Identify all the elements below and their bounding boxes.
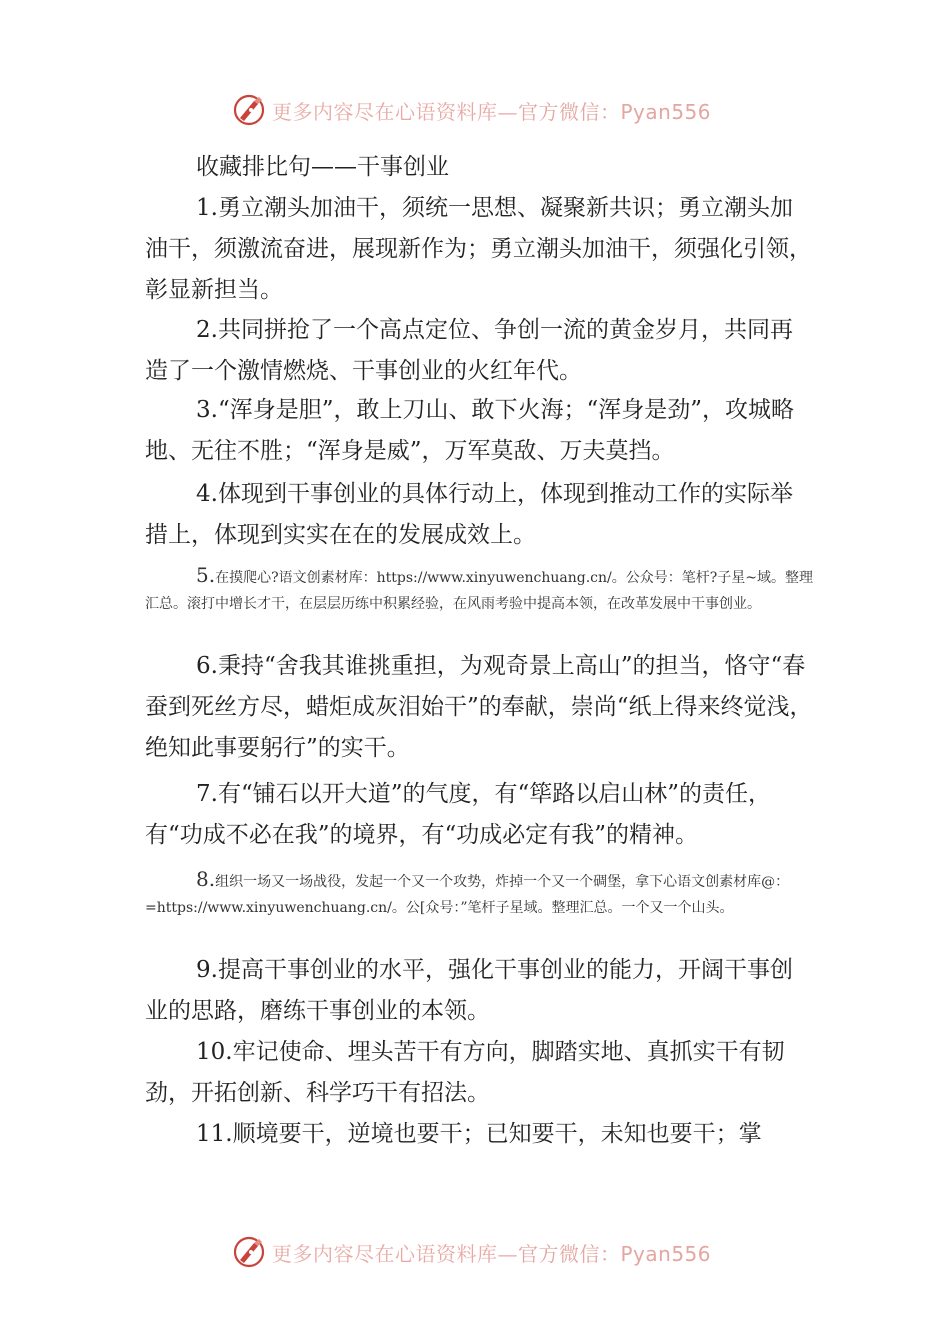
pen-logo-icon [232,92,268,128]
paragraph-9 [145,950,813,1032]
banner-main: 更多内容尽在心语资料库 [272,1241,498,1266]
header-banner [232,92,752,128]
paragraph-number: 2. [196,317,218,343]
banner-wechat: 官方微信：Pyan556 [518,1241,712,1266]
banner-text [272,96,711,125]
banner-dash: — [497,99,518,124]
paragraph-8 [145,866,813,921]
paragraph-number: 7. [196,781,218,807]
paragraph-number: 8. [196,867,216,891]
paragraph-text: 组织一场又一场战役，发起一个又一个攻势，炸掉一个又一个碉堡，拿下心语文创素材库@：=https://www.xinyuwenchuang.cn/。公[众号：”笔杆子星域。整理汇总。一个又一个山头。 [145,874,790,916]
paragraph-number: 1. [196,195,218,221]
banner-dash: — [497,1241,518,1266]
paragraph-text: 牢记使命、埋头苦干有方向，脚踏实地、真抓实干有韧劲，开拓创新、科学巧干有招法。 [145,1039,785,1106]
paragraph-text: 勇立潮头加油干，须统一思想、凝聚新共识；勇立潮头加油干，须激流奋进，展现新作为；勇立潮头加油干，须强化引领，彰显新担当。 [145,195,812,303]
paragraph-text: 秉持“舍我其谁挑重担，为观奇景上高山”的担当，恪守“春蚕到死丝方尽，蜡炬成灰泪始干”的奉献，崇尚“纸上得来终觉浅，绝知此事要躬行”的实干。 [145,653,813,761]
paragraph-4 [145,474,813,556]
banner-wechat: 官方微信：Pyan556 [518,99,712,124]
paragraph-number: 6. [196,653,218,679]
paragraph-5 [145,562,813,617]
paragraph-2 [145,310,813,392]
paragraph-text: 提高干事创业的水平，强化干事创业的能力，开阔干事创业的思路，磨练干事创业的本领。 [145,957,793,1024]
paragraph-1 [145,188,813,311]
paragraph-number: 5. [196,563,216,587]
pen-logo-icon [232,1234,268,1270]
paragraph-number: 4. [196,481,218,507]
paragraph-number: 9. [196,957,218,983]
paragraph-number: 10. [196,1039,233,1065]
paragraph-11 [145,1114,813,1155]
paragraph-number: 3. [196,397,218,423]
paragraph-7 [145,774,813,856]
paragraph-text: 顺境要干，逆境也要干；已知要干，未知也要干；掌 [232,1121,762,1147]
paragraph-10 [145,1032,813,1114]
footer-banner [232,1234,752,1270]
paragraph-text: “浑身是胆”，敢上刀山、敢下火海；“浑身是劲”，攻城略地、无往不胜；“浑身是威”，万军莫敌、万夫莫挡。 [145,397,794,464]
paragraph-text: 共同拼抢了一个高点定位、争创一流的黄金岁月，共同再造了一个激情燃烧、干事创业的火红年代。 [145,317,793,384]
paragraph-3 [145,390,813,472]
document-title: 收藏排比句——干事创业 [196,154,449,180]
paragraph-text: 在摸爬心?语文创素材库：https://www.xinyuwenchuang.cn/。公众号：笔杆?子星~域。整理汇总。滚打中增长才干，在层层历练中积累经验，在风雨考验中提高本领，在改革发展中干事创业。 [145,570,813,612]
banner-text [272,1238,711,1267]
banner-main: 更多内容尽在心语资料库 [272,99,498,124]
paragraph-text: 体现到干事创业的具体行动上，体现到推动工作的实际举措上，体现到实实在在的发展成效上。 [145,481,793,548]
paragraph-number: 11. [196,1121,233,1147]
paragraph-text: 有“铺石以开大道”的气度，有“筚路以启山林”的责任，有“功成不必在我”的境界，有“功成必定有我”的精神。 [145,781,771,848]
paragraph-6 [145,646,813,769]
